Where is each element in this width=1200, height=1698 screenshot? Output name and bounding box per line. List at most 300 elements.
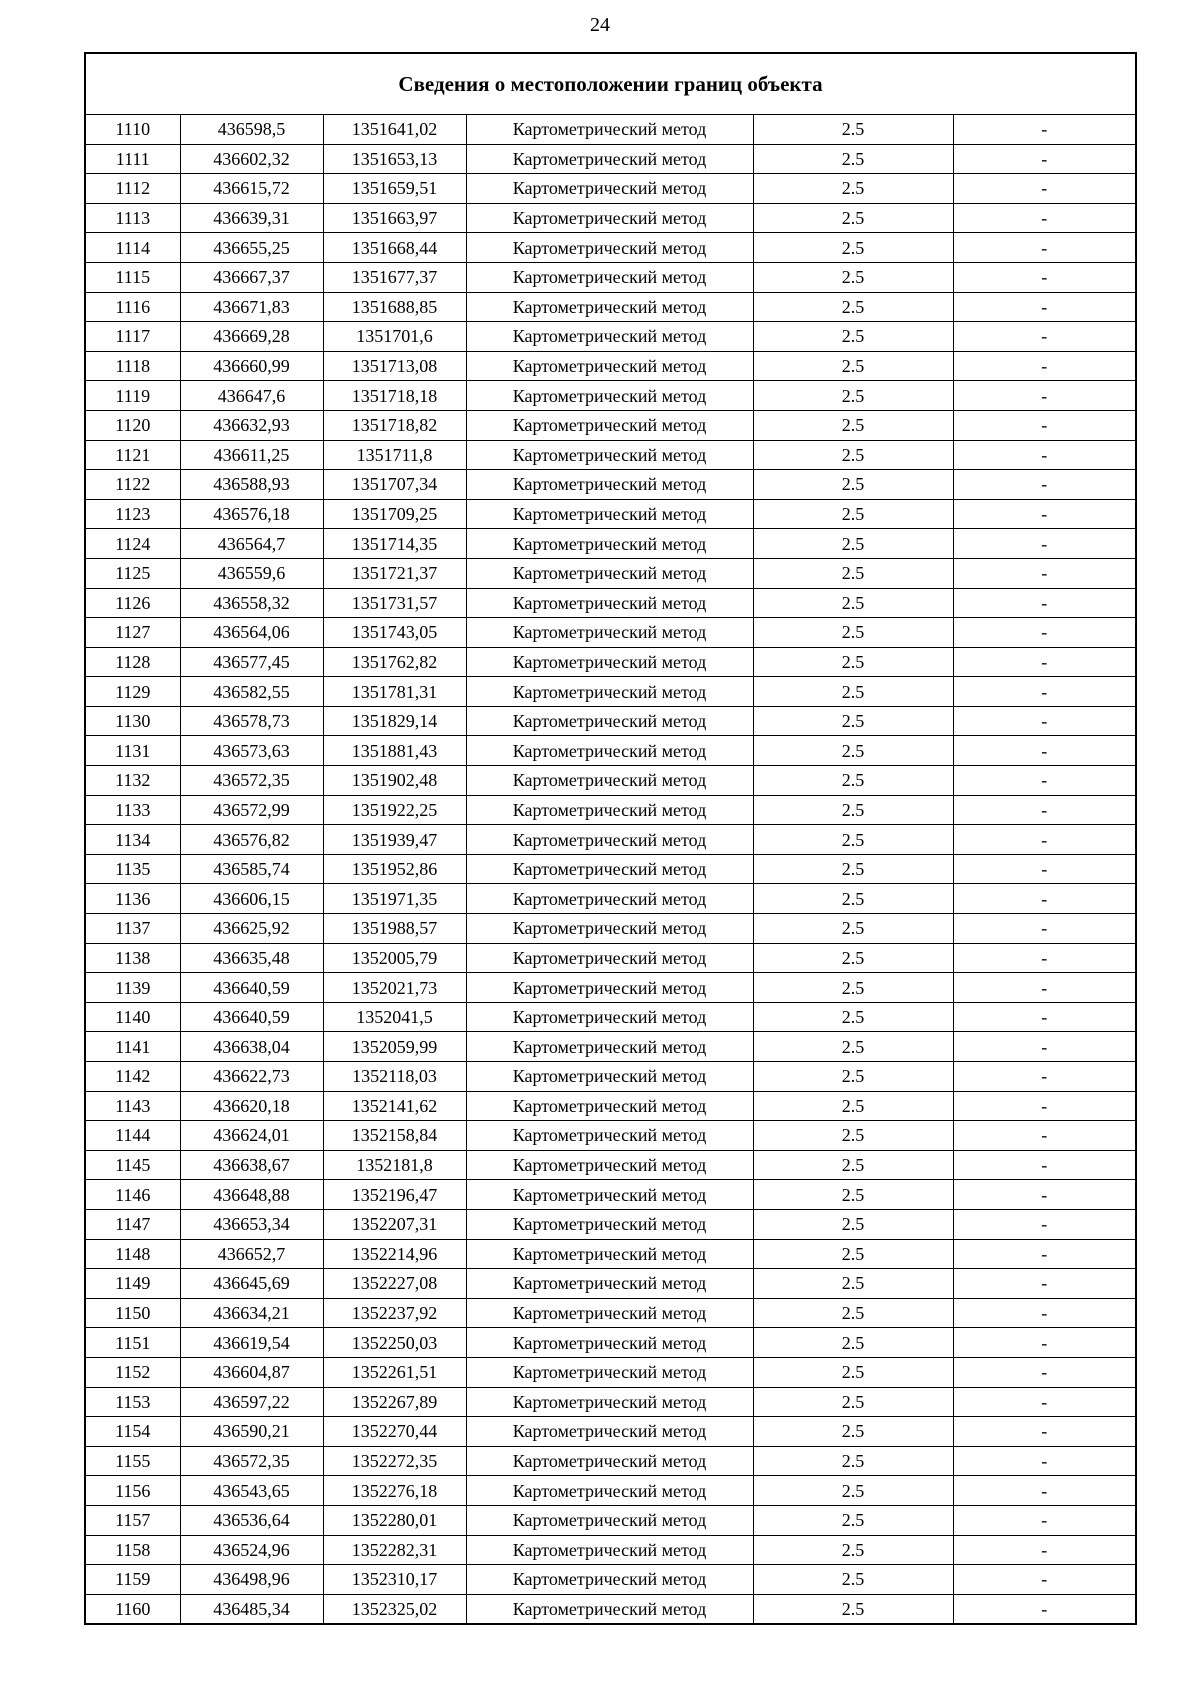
- accuracy-cell: 2.5: [753, 1269, 953, 1299]
- method-cell: Картометрический метод: [466, 943, 753, 973]
- x-coordinate-cell: 436588,93: [180, 470, 323, 500]
- accuracy-cell: 2.5: [753, 1002, 953, 1032]
- method-cell: Картометрический метод: [466, 973, 753, 1003]
- x-coordinate-cell: 436598,5: [180, 115, 323, 145]
- table-row: [85, 706, 1136, 736]
- x-coordinate-cell: 436602,32: [180, 144, 323, 174]
- y-coordinate-cell: 1352250,03: [323, 1328, 466, 1358]
- point-number-cell: 1129: [85, 677, 180, 707]
- point-number-cell: 1159: [85, 1565, 180, 1595]
- x-coordinate-cell: 436634,21: [180, 1298, 323, 1328]
- point-number-cell: 1137: [85, 914, 180, 944]
- x-coordinate-cell: 436655,25: [180, 233, 323, 263]
- y-coordinate-cell: 1351902,48: [323, 766, 466, 796]
- point-number-cell: 1130: [85, 706, 180, 736]
- accuracy-cell: 2.5: [753, 499, 953, 529]
- x-coordinate-cell: 436559,6: [180, 558, 323, 588]
- y-coordinate-cell: 1352158,84: [323, 1121, 466, 1151]
- y-coordinate-cell: 1352261,51: [323, 1357, 466, 1387]
- x-coordinate-cell: 436669,28: [180, 322, 323, 352]
- table-row: [85, 795, 1136, 825]
- x-coordinate-cell: 436645,69: [180, 1269, 323, 1299]
- point-number-cell: 1123: [85, 499, 180, 529]
- x-coordinate-cell: 436577,45: [180, 647, 323, 677]
- accuracy-cell: 2.5: [753, 973, 953, 1003]
- y-coordinate-cell: 1351881,43: [323, 736, 466, 766]
- accuracy-cell: 2.5: [753, 440, 953, 470]
- description-cell: -: [953, 529, 1136, 559]
- method-cell: Картометрический метод: [466, 233, 753, 263]
- method-cell: Картометрический метод: [466, 174, 753, 204]
- y-coordinate-cell: 1352181,8: [323, 1150, 466, 1180]
- method-cell: Картометрический метод: [466, 1032, 753, 1062]
- point-number-cell: 1146: [85, 1180, 180, 1210]
- x-coordinate-cell: 436572,35: [180, 766, 323, 796]
- accuracy-cell: 2.5: [753, 292, 953, 322]
- description-cell: -: [953, 1505, 1136, 1535]
- x-coordinate-cell: 436573,63: [180, 736, 323, 766]
- x-coordinate-cell: 436625,92: [180, 914, 323, 944]
- x-coordinate-cell: 436485,34: [180, 1594, 323, 1624]
- table-row: [85, 1002, 1136, 1032]
- method-cell: Картометрический метод: [466, 1269, 753, 1299]
- accuracy-cell: 2.5: [753, 1357, 953, 1387]
- method-cell: Картометрический метод: [466, 736, 753, 766]
- method-cell: Картометрический метод: [466, 1535, 753, 1565]
- table-row: [85, 322, 1136, 352]
- y-coordinate-cell: 1351707,34: [323, 470, 466, 500]
- description-cell: -: [953, 1269, 1136, 1299]
- description-cell: -: [953, 1387, 1136, 1417]
- description-cell: -: [953, 825, 1136, 855]
- x-coordinate-cell: 436558,32: [180, 588, 323, 618]
- method-cell: Картометрический метод: [466, 144, 753, 174]
- accuracy-cell: 2.5: [753, 1565, 953, 1595]
- x-coordinate-cell: 436536,64: [180, 1505, 323, 1535]
- point-number-cell: 1110: [85, 115, 180, 145]
- method-cell: Картометрический метод: [466, 884, 753, 914]
- description-cell: -: [953, 1150, 1136, 1180]
- table-row: [85, 1091, 1136, 1121]
- point-number-cell: 1133: [85, 795, 180, 825]
- description-cell: -: [953, 647, 1136, 677]
- point-number-cell: 1151: [85, 1328, 180, 1358]
- y-coordinate-cell: 1352041,5: [323, 1002, 466, 1032]
- table-row: [85, 1357, 1136, 1387]
- description-cell: -: [953, 203, 1136, 233]
- description-cell: -: [953, 1121, 1136, 1151]
- y-coordinate-cell: 1352021,73: [323, 973, 466, 1003]
- accuracy-cell: 2.5: [753, 1446, 953, 1476]
- table-row: [85, 914, 1136, 944]
- x-coordinate-cell: 436622,73: [180, 1062, 323, 1092]
- method-cell: Картометрический метод: [466, 1209, 753, 1239]
- accuracy-cell: 2.5: [753, 914, 953, 944]
- x-coordinate-cell: 436597,22: [180, 1387, 323, 1417]
- table-row: [85, 1032, 1136, 1062]
- accuracy-cell: 2.5: [753, 381, 953, 411]
- y-coordinate-cell: 1351688,85: [323, 292, 466, 322]
- description-cell: -: [953, 144, 1136, 174]
- x-coordinate-cell: 436638,67: [180, 1150, 323, 1180]
- accuracy-cell: 2.5: [753, 736, 953, 766]
- x-coordinate-cell: 436576,18: [180, 499, 323, 529]
- table-row: [85, 1594, 1136, 1624]
- table-row: [85, 618, 1136, 648]
- accuracy-cell: 2.5: [753, 884, 953, 914]
- point-number-cell: 1124: [85, 529, 180, 559]
- point-number-cell: 1117: [85, 322, 180, 352]
- point-number-cell: 1122: [85, 470, 180, 500]
- description-cell: -: [953, 558, 1136, 588]
- accuracy-cell: 2.5: [753, 706, 953, 736]
- table-row: [85, 677, 1136, 707]
- table-row: [85, 410, 1136, 440]
- point-number-cell: 1134: [85, 825, 180, 855]
- method-cell: Картометрический метод: [466, 440, 753, 470]
- table-row: [85, 854, 1136, 884]
- x-coordinate-cell: 436572,99: [180, 795, 323, 825]
- point-number-cell: 1144: [85, 1121, 180, 1151]
- accuracy-cell: 2.5: [753, 1209, 953, 1239]
- table-row: [85, 1269, 1136, 1299]
- y-coordinate-cell: 1351988,57: [323, 914, 466, 944]
- description-cell: -: [953, 1357, 1136, 1387]
- description-cell: -: [953, 1535, 1136, 1565]
- description-cell: -: [953, 588, 1136, 618]
- x-coordinate-cell: 436582,55: [180, 677, 323, 707]
- method-cell: Картометрический метод: [466, 1180, 753, 1210]
- table-row: [85, 499, 1136, 529]
- accuracy-cell: 2.5: [753, 677, 953, 707]
- accuracy-cell: 2.5: [753, 115, 953, 145]
- point-number-cell: 1143: [85, 1091, 180, 1121]
- method-cell: Картометрический метод: [466, 529, 753, 559]
- table-row: [85, 1062, 1136, 1092]
- table-row: [85, 825, 1136, 855]
- x-coordinate-cell: 436652,7: [180, 1239, 323, 1269]
- description-cell: -: [953, 943, 1136, 973]
- table-row: [85, 1121, 1136, 1151]
- method-cell: Картометрический метод: [466, 1417, 753, 1447]
- table-row: [85, 1417, 1136, 1447]
- table-row: [85, 558, 1136, 588]
- y-coordinate-cell: 1351743,05: [323, 618, 466, 648]
- method-cell: Картометрический метод: [466, 292, 753, 322]
- description-cell: -: [953, 618, 1136, 648]
- x-coordinate-cell: 436611,25: [180, 440, 323, 470]
- description-cell: -: [953, 1091, 1136, 1121]
- table-row: [85, 351, 1136, 381]
- y-coordinate-cell: 1352118,03: [323, 1062, 466, 1092]
- description-cell: -: [953, 470, 1136, 500]
- x-coordinate-cell: 436572,35: [180, 1446, 323, 1476]
- x-coordinate-cell: 436498,96: [180, 1565, 323, 1595]
- method-cell: Картометрический метод: [466, 351, 753, 381]
- description-cell: -: [953, 1565, 1136, 1595]
- description-cell: -: [953, 795, 1136, 825]
- y-coordinate-cell: 1352141,62: [323, 1091, 466, 1121]
- x-coordinate-cell: 436564,06: [180, 618, 323, 648]
- point-number-cell: 1153: [85, 1387, 180, 1417]
- method-cell: Картометрический метод: [466, 1062, 753, 1092]
- description-cell: -: [953, 351, 1136, 381]
- x-coordinate-cell: 436638,04: [180, 1032, 323, 1062]
- point-number-cell: 1113: [85, 203, 180, 233]
- method-cell: Картометрический метод: [466, 1298, 753, 1328]
- point-number-cell: 1155: [85, 1446, 180, 1476]
- y-coordinate-cell: 1351762,82: [323, 647, 466, 677]
- y-coordinate-cell: 1351718,82: [323, 410, 466, 440]
- description-cell: -: [953, 440, 1136, 470]
- point-number-cell: 1119: [85, 381, 180, 411]
- description-cell: -: [953, 1476, 1136, 1506]
- point-number-cell: 1139: [85, 973, 180, 1003]
- table-row: [85, 292, 1136, 322]
- method-cell: Картометрический метод: [466, 499, 753, 529]
- method-cell: Картометрический метод: [466, 1387, 753, 1417]
- x-coordinate-cell: 436576,82: [180, 825, 323, 855]
- x-coordinate-cell: 436640,59: [180, 973, 323, 1003]
- y-coordinate-cell: 1351971,35: [323, 884, 466, 914]
- accuracy-cell: 2.5: [753, 203, 953, 233]
- accuracy-cell: 2.5: [753, 825, 953, 855]
- method-cell: Картометрический метод: [466, 854, 753, 884]
- x-coordinate-cell: 436667,37: [180, 262, 323, 292]
- table-row: [85, 588, 1136, 618]
- table-row: [85, 1446, 1136, 1476]
- y-coordinate-cell: 1351709,25: [323, 499, 466, 529]
- point-number-cell: 1147: [85, 1209, 180, 1239]
- table-row: [85, 1328, 1136, 1358]
- point-number-cell: 1132: [85, 766, 180, 796]
- accuracy-cell: 2.5: [753, 795, 953, 825]
- description-cell: -: [953, 322, 1136, 352]
- point-number-cell: 1114: [85, 233, 180, 263]
- y-coordinate-cell: 1352267,89: [323, 1387, 466, 1417]
- point-number-cell: 1140: [85, 1002, 180, 1032]
- y-coordinate-cell: 1352276,18: [323, 1476, 466, 1506]
- table-row: [85, 1505, 1136, 1535]
- table-row: [85, 1239, 1136, 1269]
- point-number-cell: 1120: [85, 410, 180, 440]
- x-coordinate-cell: 436632,93: [180, 410, 323, 440]
- accuracy-cell: 2.5: [753, 1535, 953, 1565]
- method-cell: Картометрический метод: [466, 322, 753, 352]
- table-row: [85, 144, 1136, 174]
- method-cell: Картометрический метод: [466, 1239, 753, 1269]
- accuracy-cell: 2.5: [753, 1505, 953, 1535]
- x-coordinate-cell: 436648,88: [180, 1180, 323, 1210]
- accuracy-cell: 2.5: [753, 1594, 953, 1624]
- y-coordinate-cell: 1352214,96: [323, 1239, 466, 1269]
- x-coordinate-cell: 436639,31: [180, 203, 323, 233]
- table-body: [85, 115, 1136, 1625]
- table-row: [85, 381, 1136, 411]
- point-number-cell: 1141: [85, 1032, 180, 1062]
- y-coordinate-cell: 1351668,44: [323, 233, 466, 263]
- boundary-coordinates-table: [84, 52, 1137, 1625]
- table-row: [85, 1476, 1136, 1506]
- table-row: [85, 174, 1136, 204]
- y-coordinate-cell: 1351641,02: [323, 115, 466, 145]
- description-cell: -: [953, 381, 1136, 411]
- description-cell: -: [953, 1180, 1136, 1210]
- point-number-cell: 1112: [85, 174, 180, 204]
- description-cell: -: [953, 914, 1136, 944]
- point-number-cell: 1157: [85, 1505, 180, 1535]
- x-coordinate-cell: 436619,54: [180, 1328, 323, 1358]
- table-row: [85, 440, 1136, 470]
- table-row: [85, 943, 1136, 973]
- accuracy-cell: 2.5: [753, 558, 953, 588]
- x-coordinate-cell: 436615,72: [180, 174, 323, 204]
- table-row: [85, 766, 1136, 796]
- x-coordinate-cell: 436635,48: [180, 943, 323, 973]
- accuracy-cell: 2.5: [753, 233, 953, 263]
- description-cell: -: [953, 1328, 1136, 1358]
- accuracy-cell: 2.5: [753, 1091, 953, 1121]
- table-row: [85, 647, 1136, 677]
- method-cell: Картометрический метод: [466, 766, 753, 796]
- accuracy-cell: 2.5: [753, 1032, 953, 1062]
- description-cell: -: [953, 1002, 1136, 1032]
- description-cell: -: [953, 233, 1136, 263]
- point-number-cell: 1152: [85, 1357, 180, 1387]
- method-cell: Картометрический метод: [466, 618, 753, 648]
- y-coordinate-cell: 1351713,08: [323, 351, 466, 381]
- point-number-cell: 1121: [85, 440, 180, 470]
- description-cell: -: [953, 115, 1136, 145]
- x-coordinate-cell: 436640,59: [180, 1002, 323, 1032]
- method-cell: Картометрический метод: [466, 1121, 753, 1151]
- table-row: [85, 115, 1136, 145]
- y-coordinate-cell: 1352310,17: [323, 1565, 466, 1595]
- description-cell: -: [953, 1032, 1136, 1062]
- accuracy-cell: 2.5: [753, 351, 953, 381]
- accuracy-cell: 2.5: [753, 1121, 953, 1151]
- description-cell: -: [953, 706, 1136, 736]
- y-coordinate-cell: 1351718,18: [323, 381, 466, 411]
- table-row: [85, 1150, 1136, 1180]
- description-cell: -: [953, 1446, 1136, 1476]
- description-cell: -: [953, 499, 1136, 529]
- y-coordinate-cell: 1352227,08: [323, 1269, 466, 1299]
- description-cell: -: [953, 884, 1136, 914]
- y-coordinate-cell: 1351922,25: [323, 795, 466, 825]
- method-cell: Картометрический метод: [466, 588, 753, 618]
- y-coordinate-cell: 1352325,02: [323, 1594, 466, 1624]
- point-number-cell: 1111: [85, 144, 180, 174]
- accuracy-cell: 2.5: [753, 1062, 953, 1092]
- accuracy-cell: 2.5: [753, 647, 953, 677]
- table-title: Сведения о местоположении границ объекта: [85, 53, 1136, 115]
- description-cell: -: [953, 262, 1136, 292]
- description-cell: -: [953, 174, 1136, 204]
- x-coordinate-cell: 436543,65: [180, 1476, 323, 1506]
- method-cell: Картометрический метод: [466, 1594, 753, 1624]
- method-cell: Картометрический метод: [466, 1091, 753, 1121]
- accuracy-cell: 2.5: [753, 262, 953, 292]
- method-cell: Картометрический метод: [466, 262, 753, 292]
- point-number-cell: 1128: [85, 647, 180, 677]
- accuracy-cell: 2.5: [753, 766, 953, 796]
- accuracy-cell: 2.5: [753, 410, 953, 440]
- y-coordinate-cell: 1351829,14: [323, 706, 466, 736]
- accuracy-cell: 2.5: [753, 470, 953, 500]
- description-cell: -: [953, 1209, 1136, 1239]
- table-row: [85, 1209, 1136, 1239]
- method-cell: Картометрический метод: [466, 410, 753, 440]
- method-cell: Картометрический метод: [466, 706, 753, 736]
- y-coordinate-cell: 1352280,01: [323, 1505, 466, 1535]
- x-coordinate-cell: 436653,34: [180, 1209, 323, 1239]
- x-coordinate-cell: 436624,01: [180, 1121, 323, 1151]
- accuracy-cell: 2.5: [753, 174, 953, 204]
- table-row: [85, 973, 1136, 1003]
- point-number-cell: 1127: [85, 618, 180, 648]
- x-coordinate-cell: 436578,73: [180, 706, 323, 736]
- method-cell: Картометрический метод: [466, 825, 753, 855]
- x-coordinate-cell: 436524,96: [180, 1535, 323, 1565]
- y-coordinate-cell: 1351714,35: [323, 529, 466, 559]
- point-number-cell: 1118: [85, 351, 180, 381]
- point-number-cell: 1149: [85, 1269, 180, 1299]
- table-row: [85, 233, 1136, 263]
- method-cell: Картометрический метод: [466, 647, 753, 677]
- method-cell: Картометрический метод: [466, 914, 753, 944]
- point-number-cell: 1145: [85, 1150, 180, 1180]
- accuracy-cell: 2.5: [753, 144, 953, 174]
- y-coordinate-cell: 1352237,92: [323, 1298, 466, 1328]
- y-coordinate-cell: 1351711,8: [323, 440, 466, 470]
- accuracy-cell: 2.5: [753, 1180, 953, 1210]
- method-cell: Картометрический метод: [466, 381, 753, 411]
- x-coordinate-cell: 436606,15: [180, 884, 323, 914]
- accuracy-cell: 2.5: [753, 1476, 953, 1506]
- y-coordinate-cell: 1351781,31: [323, 677, 466, 707]
- description-cell: -: [953, 854, 1136, 884]
- y-coordinate-cell: 1351952,86: [323, 854, 466, 884]
- y-coordinate-cell: 1351677,37: [323, 262, 466, 292]
- method-cell: Картометрический метод: [466, 558, 753, 588]
- description-cell: -: [953, 1298, 1136, 1328]
- accuracy-cell: 2.5: [753, 1417, 953, 1447]
- description-cell: -: [953, 766, 1136, 796]
- y-coordinate-cell: 1351939,47: [323, 825, 466, 855]
- y-coordinate-cell: 1352272,35: [323, 1446, 466, 1476]
- accuracy-cell: 2.5: [753, 1239, 953, 1269]
- table-row: [85, 203, 1136, 233]
- point-number-cell: 1150: [85, 1298, 180, 1328]
- x-coordinate-cell: 436564,7: [180, 529, 323, 559]
- description-cell: -: [953, 1062, 1136, 1092]
- method-cell: Картометрический метод: [466, 115, 753, 145]
- accuracy-cell: 2.5: [753, 1298, 953, 1328]
- table-row: [85, 1565, 1136, 1595]
- y-coordinate-cell: 1351659,51: [323, 174, 466, 204]
- method-cell: Картометрический метод: [466, 1150, 753, 1180]
- y-coordinate-cell: 1352207,31: [323, 1209, 466, 1239]
- method-cell: Картометрический метод: [466, 1328, 753, 1358]
- table-row: [85, 1298, 1136, 1328]
- x-coordinate-cell: 436585,74: [180, 854, 323, 884]
- method-cell: Картометрический метод: [466, 795, 753, 825]
- method-cell: Картометрический метод: [466, 1476, 753, 1506]
- point-number-cell: 1136: [85, 884, 180, 914]
- description-cell: -: [953, 1594, 1136, 1624]
- y-coordinate-cell: 1352196,47: [323, 1180, 466, 1210]
